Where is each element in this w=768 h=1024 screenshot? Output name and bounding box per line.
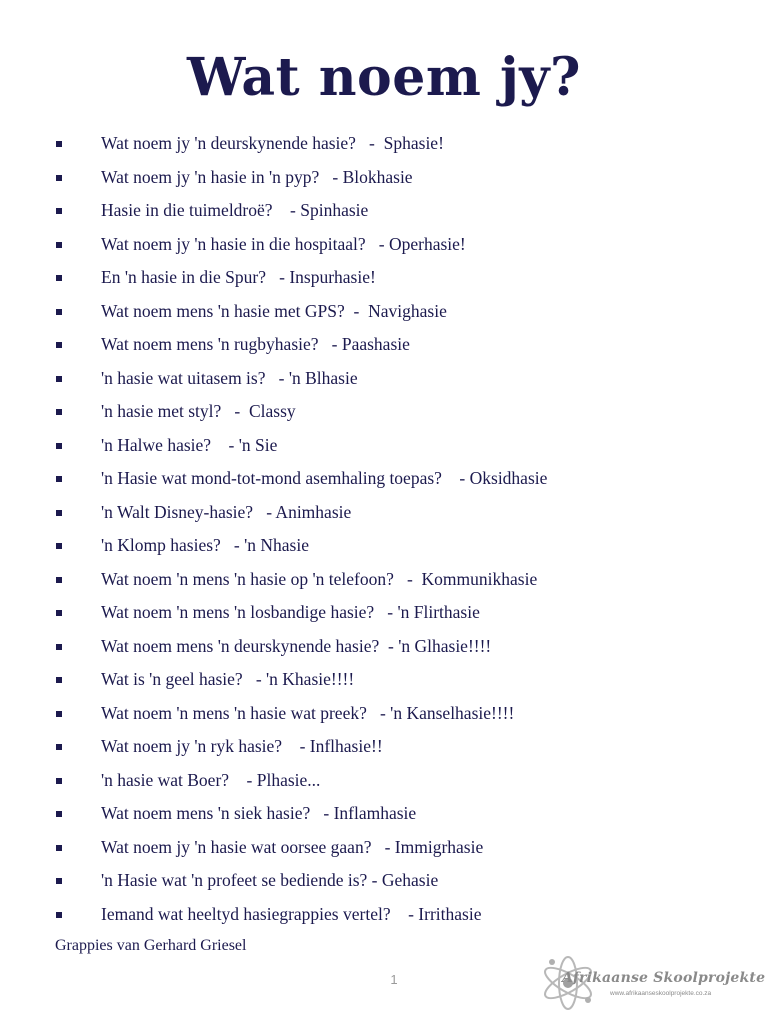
joke-text: 'n hasie met styl? - Classy bbox=[101, 401, 296, 421]
joke-text: Wat noem mens 'n hasie met GPS? - Navighasie bbox=[101, 300, 447, 321]
joke-text: 'n Hasie wat 'n profeet se bediende is? - Gehasie bbox=[101, 870, 439, 890]
joke-text: 'n Walt Disney-hasie? - Animhasie bbox=[101, 501, 352, 522]
list-item bbox=[0, 663, 768, 697]
joke-text: Wat noem jy 'n hasie wat oorsee gaan? - Immigrhasie bbox=[101, 836, 484, 857]
joke-text: 'n hasie wat Boer? - Plhasie... bbox=[101, 769, 321, 790]
list-item bbox=[0, 362, 768, 396]
list-item bbox=[0, 797, 768, 831]
joke-text: 'n Klomp hasies? - 'n Nhasie bbox=[101, 535, 310, 555]
page-title: Wat noem jy? bbox=[187, 47, 581, 108]
bullet-icon bbox=[56, 778, 62, 784]
bullet-icon bbox=[56, 443, 62, 449]
bullet-icon bbox=[56, 208, 62, 214]
site-logo bbox=[538, 952, 766, 1014]
bullet-icon bbox=[56, 711, 62, 717]
list-item bbox=[0, 529, 768, 563]
list-item bbox=[0, 429, 768, 463]
joke-text: 'n Halwe hasie? - 'n Sie bbox=[101, 434, 278, 455]
bullet-icon bbox=[56, 476, 62, 482]
list-item bbox=[0, 127, 768, 161]
bullet-icon bbox=[56, 912, 62, 918]
list-item bbox=[0, 697, 768, 731]
joke-text: En 'n hasie in die Spur? - Inspurhasie! bbox=[101, 267, 376, 287]
list-item bbox=[0, 630, 768, 664]
joke-text: Wat noem mens 'n rugbyhasie? - Paashasie bbox=[101, 334, 410, 354]
logo-name: Afrikaanse Skoolprojekte bbox=[562, 970, 766, 986]
joke-text: Wat noem jy 'n hasie in 'n pyp? - Blokhasie bbox=[101, 166, 413, 187]
bullet-icon bbox=[56, 744, 62, 750]
page-number: 1 bbox=[390, 972, 398, 987]
logo-url: www.afrikaanseskoolprojekte.co.za bbox=[610, 990, 712, 997]
list-item bbox=[0, 395, 768, 429]
joke-text: Wat noem mens 'n siek hasie? - Inflamhasie bbox=[101, 803, 417, 823]
bullet-icon bbox=[56, 141, 62, 147]
bullet-icon bbox=[56, 644, 62, 650]
list-item bbox=[0, 730, 768, 764]
joke-text: Wat noem 'n mens 'n hasie op 'n telefoon? - Kommunikhasie bbox=[101, 568, 538, 589]
joke-text: Hasie in die tuimeldroë? - Spinhasie bbox=[101, 200, 369, 220]
bullet-icon bbox=[56, 175, 62, 181]
bullet-icon bbox=[56, 845, 62, 851]
bullet-icon bbox=[56, 543, 62, 549]
list-item bbox=[0, 161, 768, 195]
bullet-icon bbox=[56, 677, 62, 683]
list-item bbox=[0, 563, 768, 597]
list-item bbox=[0, 496, 768, 530]
bullet-icon bbox=[56, 376, 62, 382]
list-item bbox=[0, 228, 768, 262]
joke-text: Iemand wat heeltyd hasiegrappies vertel? - Irrithasie bbox=[101, 903, 482, 924]
joke-text: Wat noem mens 'n deurskynende hasie? - 'n Glhasie!!!! bbox=[101, 635, 492, 656]
list-item bbox=[0, 295, 768, 329]
joke-text: Wat is 'n geel hasie? - 'n Khasie!!!! bbox=[101, 669, 355, 689]
list-item bbox=[0, 261, 768, 295]
list-item bbox=[0, 596, 768, 630]
list-item bbox=[0, 864, 768, 898]
joke-text: Wat noem jy 'n hasie in die hospitaal? - Operhasie! bbox=[101, 233, 466, 254]
bullet-icon bbox=[56, 878, 62, 884]
joke-text: Wat noem 'n mens 'n losbandige hasie? - 'n Flirthasie bbox=[101, 602, 480, 622]
joke-list bbox=[0, 127, 768, 931]
joke-text: Wat noem jy 'n deurskynende hasie? - Sphasie! bbox=[101, 133, 444, 153]
joke-text: Wat noem 'n mens 'n hasie wat preek? - 'n Kanselhasie!!!! bbox=[101, 702, 515, 723]
bullet-icon bbox=[56, 309, 62, 315]
bullet-icon bbox=[56, 242, 62, 248]
joke-text: 'n hasie wat uitasem is? - 'n Blhasie bbox=[101, 367, 358, 388]
list-item bbox=[0, 194, 768, 228]
bullet-icon bbox=[56, 510, 62, 516]
bullet-icon bbox=[56, 610, 62, 616]
list-item bbox=[0, 328, 768, 362]
bullet-icon bbox=[56, 409, 62, 415]
bullet-icon bbox=[56, 577, 62, 583]
joke-text: Wat noem jy 'n ryk hasie? - Inflhasie!! bbox=[101, 736, 383, 756]
joke-text: 'n Hasie wat mond-tot-mond asemhaling toepas? - Oksidhasie bbox=[101, 468, 548, 488]
list-item bbox=[0, 831, 768, 865]
bullet-icon bbox=[56, 342, 62, 348]
list-item bbox=[0, 462, 768, 496]
bullet-icon bbox=[56, 275, 62, 281]
list-item bbox=[0, 898, 768, 932]
bullet-icon bbox=[56, 811, 62, 817]
credit-line: Grappies van Gerhard Griesel bbox=[55, 937, 247, 954]
list-item bbox=[0, 764, 768, 798]
